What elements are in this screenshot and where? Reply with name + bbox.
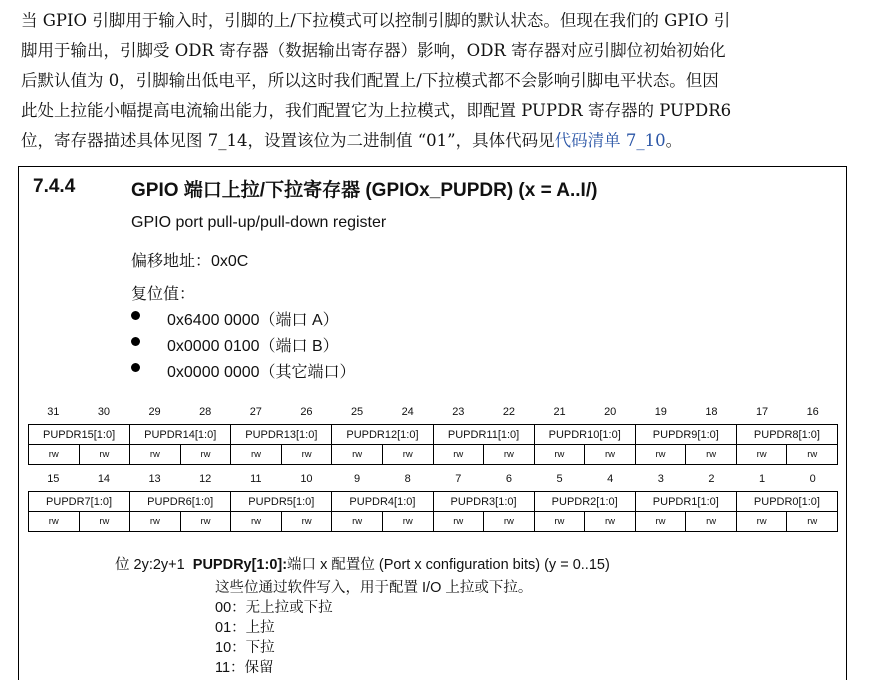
access-cell: rw — [686, 512, 737, 531]
field-desc-line: 01：上拉 — [215, 620, 275, 636]
access-cell: rw — [130, 445, 181, 464]
bit-number: 11 — [250, 473, 262, 485]
bit-number: 16 — [806, 406, 819, 418]
bit-number: 27 — [249, 406, 262, 418]
register-field: PUPDR15[1:0] — [29, 425, 130, 444]
access-cell: rw — [383, 512, 434, 531]
reset-value-text: 0x6400 0000（端口 A） — [167, 312, 339, 329]
field-desc-line: 10：下拉 — [215, 640, 275, 656]
access-cell: rw — [383, 445, 434, 464]
access-cell: rw — [80, 512, 131, 531]
field-name-row — [28, 424, 838, 445]
access-row — [28, 512, 838, 532]
field-name-row — [28, 491, 838, 512]
field-desc-line: 00：无上拉或下拉 — [215, 600, 333, 616]
paragraph-line: 脚用于输出，引脚受 ODR 寄存器（数据输出寄存器）影响，ODR 寄存器对应引脚位初始初始化 — [21, 41, 726, 60]
offset-address: 偏移地址：0x0C — [131, 253, 249, 270]
access-cell: rw — [737, 512, 788, 531]
reset-value-text: 0x0000 0000（其它端口） — [167, 364, 356, 381]
bit-number: 6 — [505, 473, 512, 485]
field-desc-line: 11：保留 — [215, 660, 274, 676]
bullet-icon — [131, 363, 140, 372]
access-cell: rw — [80, 445, 131, 464]
access-cell: rw — [332, 512, 383, 531]
bit-number: 7 — [455, 473, 462, 485]
bit-range: 位 2y:2y+1 — [115, 557, 185, 573]
access-cell: rw — [484, 445, 535, 464]
bit-number: 8 — [404, 473, 411, 485]
bit-number: 9 — [354, 473, 361, 485]
register-field: PUPDR6[1:0] — [130, 492, 231, 511]
access-cell: rw — [535, 512, 586, 531]
access-cell: rw — [585, 445, 636, 464]
bit-number: 28 — [199, 406, 212, 418]
access-cell: rw — [231, 512, 282, 531]
paragraph-line: 当 GPIO 引脚用于输入时，引脚的上/下拉模式可以控制引脚的默认状态。但现在我们的 GPIO 引 — [21, 11, 731, 30]
register-title: GPIO 端口上拉/下拉寄存器 (GPIOx_PUPDR) (x = A..I/) — [131, 180, 598, 201]
access-cell: rw — [636, 512, 687, 531]
register-field: PUPDR9[1:0] — [636, 425, 737, 444]
register-field: PUPDR4[1:0] — [332, 492, 433, 511]
paragraph-line: 后默认值为 0，引脚输出低电平，所以这时我们配置上/下拉模式都不会影响引脚电平状态。但因 — [21, 71, 719, 90]
bullet-icon — [131, 311, 140, 320]
bit-number: 3 — [657, 473, 664, 485]
register-field: PUPDR1[1:0] — [636, 492, 737, 511]
paragraph-last-text: 位，寄存器描述具体见图 7_14，设置该位为二进制值 “01”，具体代码见 — [21, 131, 555, 150]
register-field: PUPDR11[1:0] — [434, 425, 535, 444]
paragraph-last-line — [21, 126, 856, 156]
register-english-name: GPIO port pull-up/pull-down register — [131, 214, 387, 231]
field-name: PUPDRy[1:0]: — [192, 557, 288, 573]
register-field: PUPDR8[1:0] — [737, 425, 838, 444]
bit-number: 30 — [97, 406, 111, 418]
access-cell: rw — [29, 445, 80, 464]
bit-number: 25 — [350, 406, 364, 418]
access-cell: rw — [434, 445, 485, 464]
access-cell: rw — [29, 512, 80, 531]
register-upper-half — [28, 406, 838, 465]
bit-number-row — [28, 406, 838, 424]
register-field: PUPDR7[1:0] — [29, 492, 130, 511]
bit-number: 12 — [199, 473, 212, 485]
bit-field-heading — [115, 553, 610, 574]
intro-paragraph — [21, 6, 856, 156]
register-field: PUPDR10[1:0] — [535, 425, 636, 444]
bit-number: 17 — [755, 406, 769, 418]
bit-number: 2 — [708, 473, 715, 485]
access-cell: rw — [686, 445, 737, 464]
access-cell: rw — [484, 512, 535, 531]
section-number: 7.4.4 — [33, 176, 76, 197]
field-description: 端口 x 配置位 (Port x configuration bits) (y = 0..15) — [287, 557, 610, 573]
access-cell: rw — [130, 512, 181, 531]
access-cell: rw — [282, 445, 333, 464]
register-field: PUPDR13[1:0] — [231, 425, 332, 444]
bit-number: 24 — [401, 406, 414, 418]
access-cell: rw — [332, 445, 383, 464]
bit-number: 15 — [47, 473, 60, 485]
bit-number: 26 — [300, 406, 313, 418]
register-field: PUPDR3[1:0] — [434, 492, 535, 511]
reset-value-label: 复位值： — [131, 286, 196, 303]
code-listing-link[interactable]: 代码清单 7_10 — [554, 131, 666, 150]
bit-number-row — [28, 473, 838, 491]
register-field: PUPDR14[1:0] — [130, 425, 231, 444]
field-desc-line: 这些位通过软件写入，用于配置 I/O 上拉或下拉。 — [215, 580, 533, 596]
register-description-box — [18, 166, 847, 680]
bit-number: 19 — [654, 406, 667, 418]
bit-number: 20 — [604, 406, 617, 418]
access-cell: rw — [737, 445, 788, 464]
access-cell: rw — [282, 512, 333, 531]
register-field: PUPDR5[1:0] — [231, 492, 332, 511]
bit-number: 18 — [705, 406, 718, 418]
bit-number: 13 — [148, 473, 161, 485]
bit-number: 21 — [553, 406, 566, 418]
access-cell: rw — [181, 445, 232, 464]
register-field: PUPDR12[1:0] — [332, 425, 433, 444]
access-row — [28, 445, 838, 465]
paragraph-end-punct: 。 — [665, 131, 683, 150]
bit-number: 10 — [300, 473, 313, 485]
access-cell: rw — [787, 445, 838, 464]
reset-value-text: 0x0000 0100（端口 B） — [167, 338, 339, 355]
bit-number: 14 — [97, 473, 111, 485]
bit-number: 1 — [759, 473, 766, 485]
access-cell: rw — [636, 445, 687, 464]
register-field: PUPDR0[1:0] — [737, 492, 838, 511]
access-cell: rw — [535, 445, 586, 464]
access-cell: rw — [787, 512, 838, 531]
register-field: PUPDR2[1:0] — [535, 492, 636, 511]
bit-number: 23 — [452, 406, 465, 418]
bit-number: 31 — [47, 406, 60, 418]
access-cell: rw — [585, 512, 636, 531]
bit-number: 0 — [809, 473, 816, 485]
bullet-icon — [131, 337, 140, 346]
bit-number: 4 — [607, 473, 614, 485]
access-cell: rw — [231, 445, 282, 464]
bit-number: 5 — [556, 473, 563, 485]
access-cell: rw — [434, 512, 485, 531]
bit-number: 22 — [502, 406, 516, 418]
paragraph-line: 此处上拉能小幅提高电流输出能力，我们配置它为上拉模式，即配置 PUPDR 寄存器的 PUPDR6 — [21, 101, 732, 120]
register-lower-half — [28, 473, 838, 532]
bit-number: 29 — [148, 406, 161, 418]
access-cell: rw — [181, 512, 232, 531]
